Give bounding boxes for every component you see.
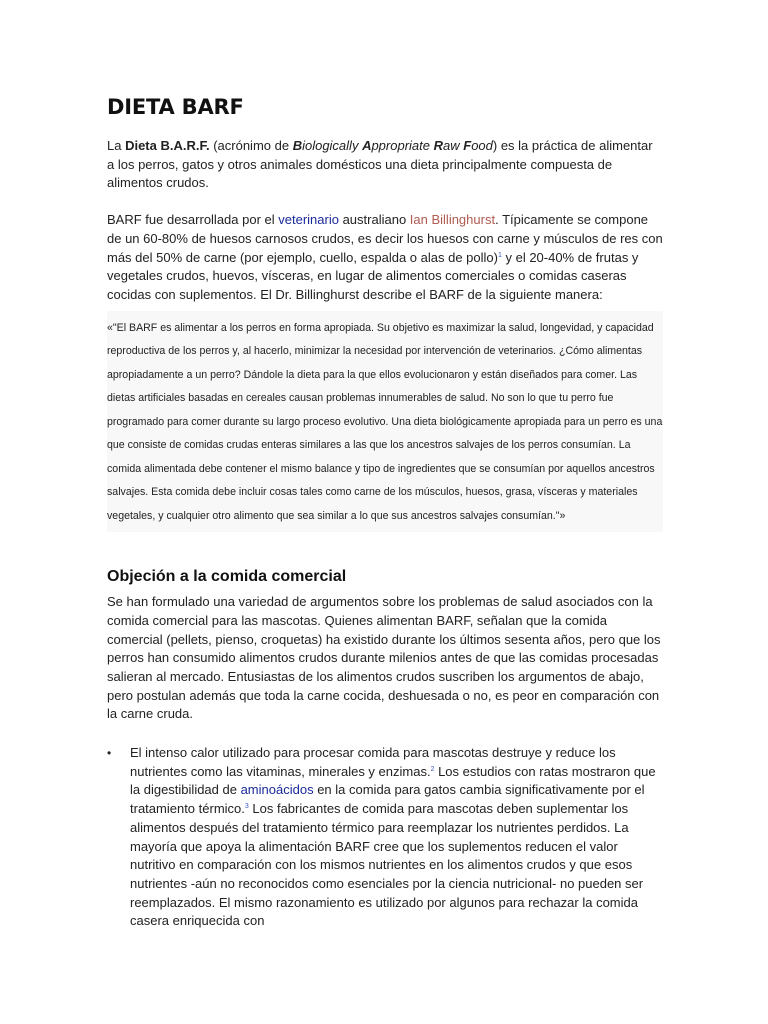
acronym-word-a: ppropriate bbox=[371, 138, 434, 153]
link-veterinario[interactable]: veterinario bbox=[278, 212, 339, 228]
reference-2[interactable]: 2 bbox=[430, 765, 435, 773]
diet-name: Dieta B.A.R.F. bbox=[125, 138, 210, 153]
bullet-text-4: Los fabricantes de comida para mascotas deben suplementar los alimentos después del tratamiento térmico para reemplazar los nutrientes perdidos. La mayoría que apoya la alimentación BARF cree que los suplementos reducen el valor nutritivo en comparación con los mismos nutrientes en los alimentos crudos y que esos nutrientes -aún no reconocidos como esenciales por la ciencia nutricional- no pueden ser reemplazados. El mismo razonamiento es utilizado por algunos para rechazar la comida casera enriquecida con bbox=[130, 801, 644, 929]
acronym-word-b: iologically bbox=[302, 138, 363, 153]
bullet-list bbox=[107, 744, 663, 931]
link-ian-billinghurst[interactable]: Ian Billinghurst bbox=[409, 212, 496, 228]
reference-1[interactable]: 1 bbox=[497, 251, 502, 259]
intro-text-1: La bbox=[107, 138, 126, 153]
intro-text-3: ) es la práctica de alimentar a los perros, gatos y otros animales domésticos una dieta principalmente compuesta de alimentos crudos. bbox=[107, 138, 653, 191]
bullet-text-1: El intenso calor utilizado para procesar comida para mascotas destruye y reduce los nutrientes como las vitaminas, minerales y enzimas. bbox=[130, 745, 616, 779]
acronym-letter-b: B bbox=[292, 138, 303, 153]
intro-text-2: (acrónimo de bbox=[209, 138, 293, 153]
barf-text-4: y el 20-40% de frutas y vegetales crudos, huevos, vísceras, en lugar de alimentos comerciales o comidas caseras cocidas con suplementos. El Dr. Billinghurst describe el BARF de la siguiente manera: bbox=[107, 249, 639, 302]
barf-text-2: australiano bbox=[338, 212, 410, 228]
acronym-letter-f: F bbox=[463, 138, 472, 153]
acronym-word-r: aw bbox=[443, 138, 464, 153]
bullet-marker: • bbox=[107, 746, 112, 761]
acronym-expansion bbox=[293, 138, 493, 153]
barf-text-1: BARF fue desarrollada por el bbox=[107, 212, 279, 228]
document-page bbox=[107, 92, 663, 931]
bullet-text-2: Los estudios con ratas mostraron que la digestibilidad de bbox=[130, 763, 656, 798]
barf-text-3: . Típicamente se compone de un 60-80% de huesos carnosos crudos, es decir los huesos con carne y músculos de res con más del 50% de carne (por ejemplo, cuello, espalda o alas de pollo) bbox=[107, 212, 663, 265]
acronym-letter-a: A bbox=[362, 138, 372, 153]
acronym-word-f: ood bbox=[471, 138, 493, 153]
intro-paragraph bbox=[107, 137, 663, 193]
link-aminoacidos[interactable]: aminoácidos bbox=[240, 782, 314, 798]
section-paragraph: Se han formulado una variedad de argumentos sobre los problemas de salud asociados con la comida comercial para las mascotas. Quienes alimentan BARF, señalan que la comida comercial (pellets, pienso, croquetas) ha existido durante los últimos sesenta años, pero que los perros han consumido alimentos crudos durante milenios antes de que las comidas procesadas salieran al mercado. Entusiastas de los alimentos crudos suscriben los argumentos de abajo, pero postulan además que toda la carne cocida, deshuesada o no, es peor en comparación con la carne cruda. bbox=[107, 594, 661, 722]
reference-3[interactable]: 3 bbox=[244, 803, 249, 811]
page-title: DIETA BARF bbox=[107, 95, 244, 119]
blockquote: «"El BARF es alimentar a los perros en forma apropiada. Su objetivo es maximizar la salud, longevidad, y capacidad reproductiva de los perros y, al hacerlo, minimizar la necesidad por intervención de veterinarios. ¿Cómo alimentas apropiadamente a un perro? Dándole la dieta para la que ellos evolucionaron y están diseñados para comer. Las dietas artificiales basadas en cereales causan problemas innumerables de salud. No son lo que tu perro fue programado para comer durante su largo proceso evolutivo. Una dieta biológicamente apropiada para un perro es una que consiste de comidas crudas enteras similares a las que los ancestros salvajes de los perros consumían. La comida alimentada debe contener el mismo balance y tipo de ingredientes que se consumían por aquellos ancestros salvajes. Esta comida debe incluir cosas tales como carne de los músculos, huesos, grasa, vísceras y materiales vegetales, y cualquier otro alimento que sea similar a lo que sus ancestros salvajes consumían."» bbox=[107, 311, 663, 533]
bullet-text-3: en la comida para gatos cambia significativamente por el tratamiento térmico. bbox=[130, 782, 645, 817]
section-heading: Objeción a la comida comercial bbox=[107, 568, 347, 586]
acronym-letter-r: R bbox=[433, 138, 443, 153]
list-item bbox=[107, 744, 663, 931]
barf-paragraph bbox=[107, 211, 663, 305]
